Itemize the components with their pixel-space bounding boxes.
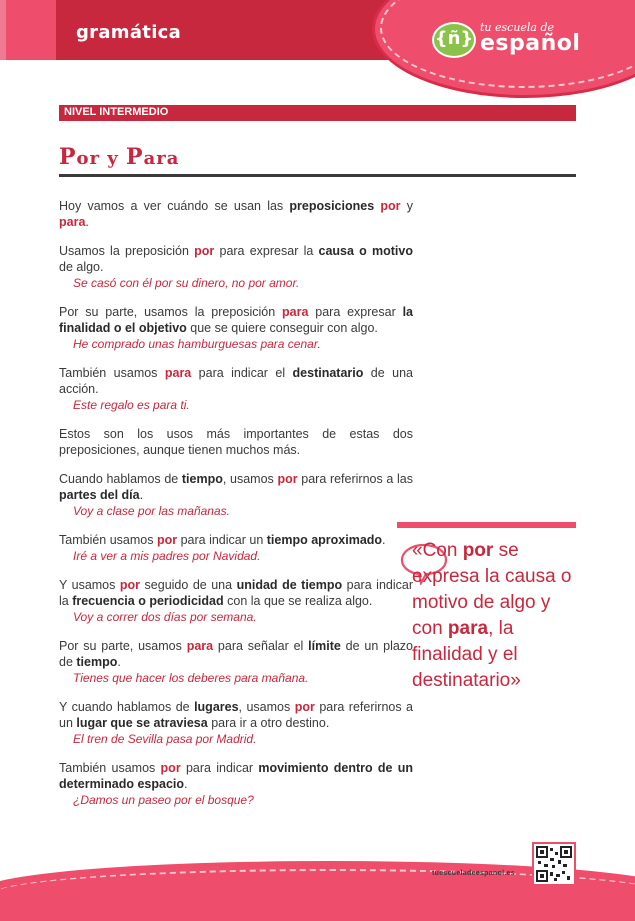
title-initial-2: P — [126, 144, 144, 170]
paragraph-finalidad: Por su parte, usamos la preposición para para expresar la finalidad o el objetivo que se quiere conseguir con algo. He comprado unas hamburguesas para cenar. — [59, 305, 413, 351]
example-sentence: He comprado unas hamburguesas para cenar. — [73, 337, 321, 351]
page-title — [59, 144, 179, 170]
paragraph-usos: Estos son los usos más importantes de estas dos preposiciones, aunque tienen muchos más. — [59, 427, 413, 457]
title-part-1: or y — [76, 148, 127, 169]
paragraph-tiempo-aproximado: También usamos por para indicar un tiempo aproximado. Iré a ver a mis padres por Navidad. — [59, 532, 413, 564]
logo-tagline: tu escuela de — [480, 21, 555, 34]
paragraph-partes-dia: Cuando hablamos de tiempo, usamos por para referirnos a las partes del día. Voy a clase por las mañanas. — [59, 472, 414, 518]
paragraph-frecuencia: Y usamos por seguido de una unidad de tiempo para indicar la frecuencia o periodicidad con la que se realiza algo. Voy a correr dos días por semana. — [59, 578, 413, 624]
example-sentence: Se casó con él por su dinero, no por amor. — [73, 276, 300, 290]
paragraph-destinatario: También usamos para para indicar el destinatario de una acción. Este regalo es para ti. — [59, 366, 413, 412]
pull-quote: «Con por se expresa la causa o motivo de algo y con para, la finalidad y el destinatario» — [412, 540, 572, 691]
footer-url[interactable]: tuescueladeespanol.es — [432, 870, 515, 877]
paragraph-limite: Por su parte, usamos para para señalar el límite de un plazo de tiempo. Tienes que hacer los deberes para mañana. — [59, 639, 414, 685]
example-sentence: Iré a ver a mis padres por Navidad. — [73, 549, 261, 563]
logo-wordmark: español — [480, 31, 581, 56]
paragraph-intro: Hoy vamos a ver cuándo se usan las preposiciones por y para. — [59, 199, 413, 229]
example-sentence: El tren de Sevilla pasa por Madrid. — [73, 732, 257, 746]
level-label: NIVEL INTERMEDIO — [64, 106, 169, 118]
section-title: gramática — [76, 22, 182, 43]
title-initial-1: P — [59, 144, 77, 170]
level-banner — [59, 105, 576, 121]
title-part-2: ara — [143, 148, 180, 169]
example-sentence: Tienes que hacer los deberes para mañana. — [73, 671, 309, 685]
header-edge-strip — [0, 0, 6, 60]
paragraph-lugares: Y cuando hablamos de lugares, usamos por para referirnos a un lugar que se atraviesa para ir a otro destino. El tren de Sevilla pasa por Madrid. — [59, 700, 414, 746]
example-sentence: Voy a correr dos días por semana. — [73, 610, 257, 624]
quote-divider — [397, 522, 576, 528]
example-sentence: Voy a clase por las mañanas. — [73, 504, 230, 518]
title-underline — [59, 174, 576, 177]
qr-code-icon[interactable] — [532, 842, 576, 886]
header-accent-strip — [0, 0, 56, 60]
example-sentence: Este regalo es para ti. — [73, 398, 190, 412]
site-logo[interactable] — [432, 20, 582, 64]
speech-bubble-icon: {ñ} — [432, 22, 476, 58]
article-body — [59, 198, 413, 821]
example-sentence: ¿Damos un paseo por el bosque? — [73, 793, 254, 807]
paragraph-causa: Usamos la preposición por para expresar la causa o motivo de algo. Se casó con él por su dinero, no por amor. — [59, 244, 413, 290]
qr-code-graphic — [534, 844, 574, 884]
paragraph-movimiento: También usamos por para indicar movimiento dentro de un determinado espacio. ¿Damos un paseo por el bosque? — [59, 761, 414, 807]
